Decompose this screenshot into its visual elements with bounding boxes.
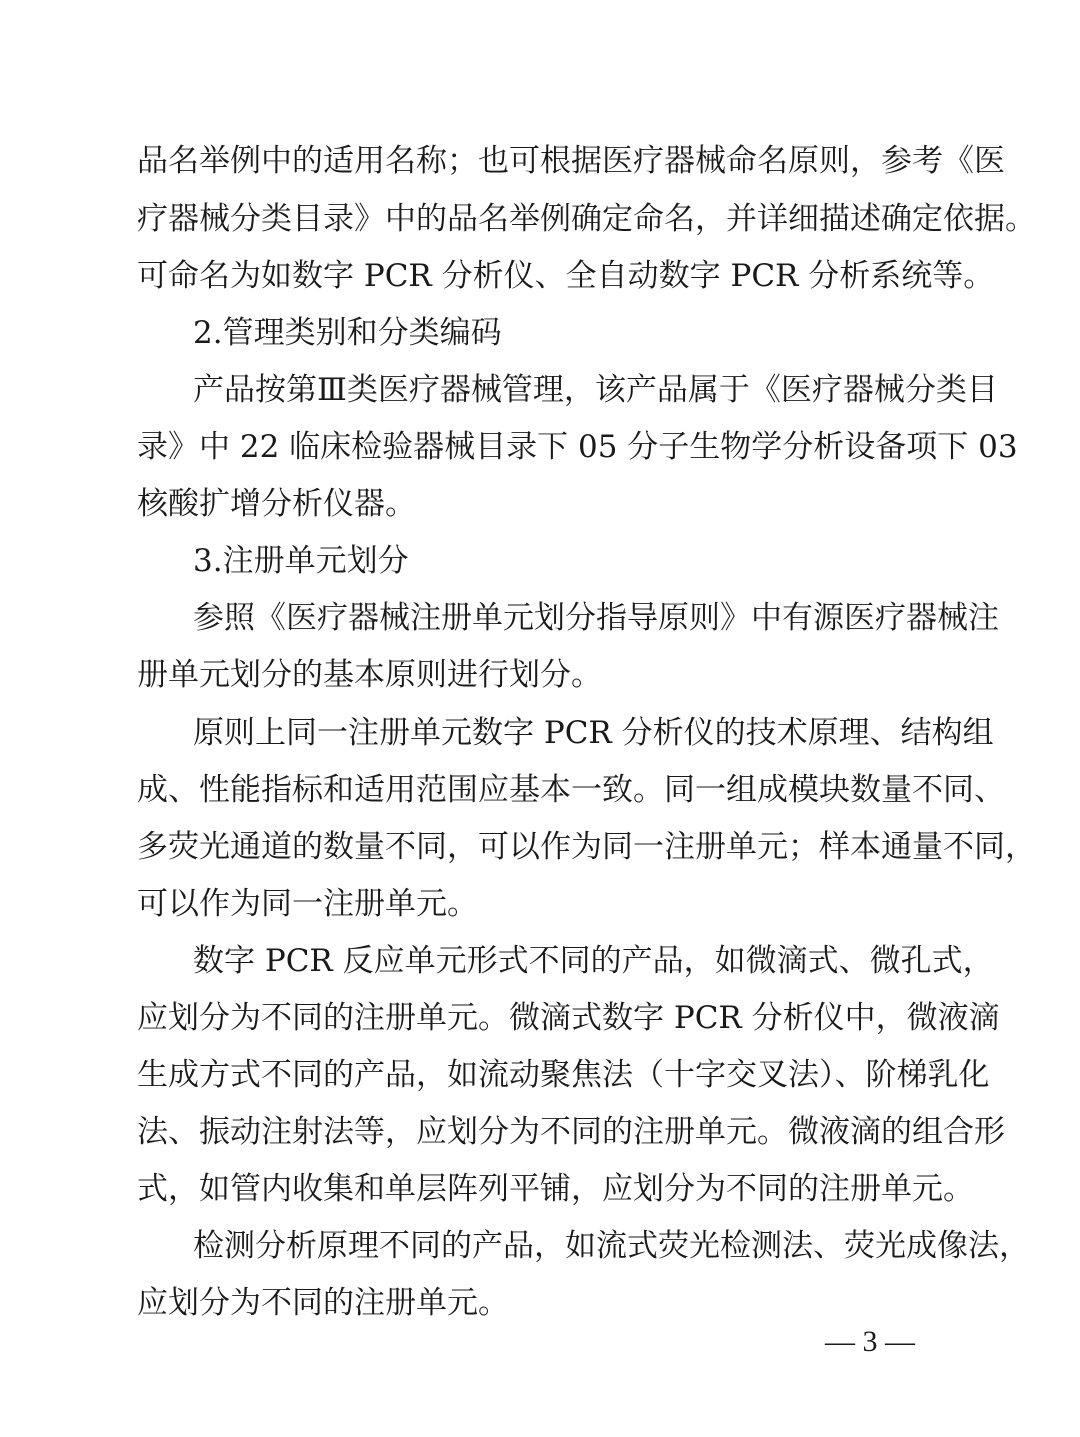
paragraph-line: 可命名为如数字 PCR 分析仪、全自动数字 PCR 分析系统等。: [137, 258, 995, 294]
paragraph-line: 式，如管内收集和单层阵列平铺，应划分为不同的注册单元。: [137, 1171, 974, 1207]
paragraph-line: 疗器械分类目录》中的品名举例确定命名，并详细描述确定依据。: [137, 201, 1036, 237]
paragraph-line: 品名举例中的适用名称；也可根据医疗器械命名原则，参考《医: [137, 143, 1005, 179]
paragraph-line: 核酸扩增分析仪器。: [137, 486, 416, 522]
paragraph-line: 册单元划分的基本原则进行划分。: [137, 657, 602, 693]
section-heading: 3.注册单元划分: [193, 543, 409, 579]
paragraph-line: 应划分为不同的注册单元。: [137, 1285, 509, 1321]
paragraph-line: 法、振动注射法等，应划分为不同的注册单元。微液滴的组合形: [137, 1114, 1005, 1150]
paragraph-line: 检测分析原理不同的产品，如流式荧光检测法、荧光成像法，: [193, 1228, 1030, 1264]
page-number: — 3 —: [825, 1325, 915, 1358]
paragraph-line: 数字 PCR 反应单元形式不同的产品，如微滴式、微孔式，: [193, 943, 994, 979]
paragraph-line: 生成方式不同的产品，如流动聚焦法（十字交叉法）、阶梯乳化: [137, 1057, 990, 1093]
paragraph-line: 录》中 22 临床检验器械目录下 05 分子生物学分析设备项下 03: [137, 429, 1018, 465]
paragraph-line: 产品按第Ⅲ类医疗器械管理，该产品属于《医疗器械分类目: [193, 372, 998, 408]
section-heading: 2.管理类别和分类编码: [193, 315, 502, 351]
paragraph-line: 成、性能指标和适用范围应基本一致。同一组成模块数量不同、: [137, 772, 1005, 808]
paragraph-line: 可以作为同一注册单元。: [137, 886, 478, 922]
paragraph-line: 多荧光通道的数量不同，可以作为同一注册单元；样本通量不同，: [137, 829, 1036, 865]
paragraph-line: 原则上同一注册单元数字 PCR 分析仪的技术原理、结构组: [193, 715, 994, 751]
paragraph-line: 参照《医疗器械注册单元划分指导原则》中有源医疗器械注: [193, 600, 999, 636]
paragraph-line: 应划分为不同的注册单元。微滴式数字 PCR 分析仪中，微液滴: [137, 1000, 1000, 1036]
